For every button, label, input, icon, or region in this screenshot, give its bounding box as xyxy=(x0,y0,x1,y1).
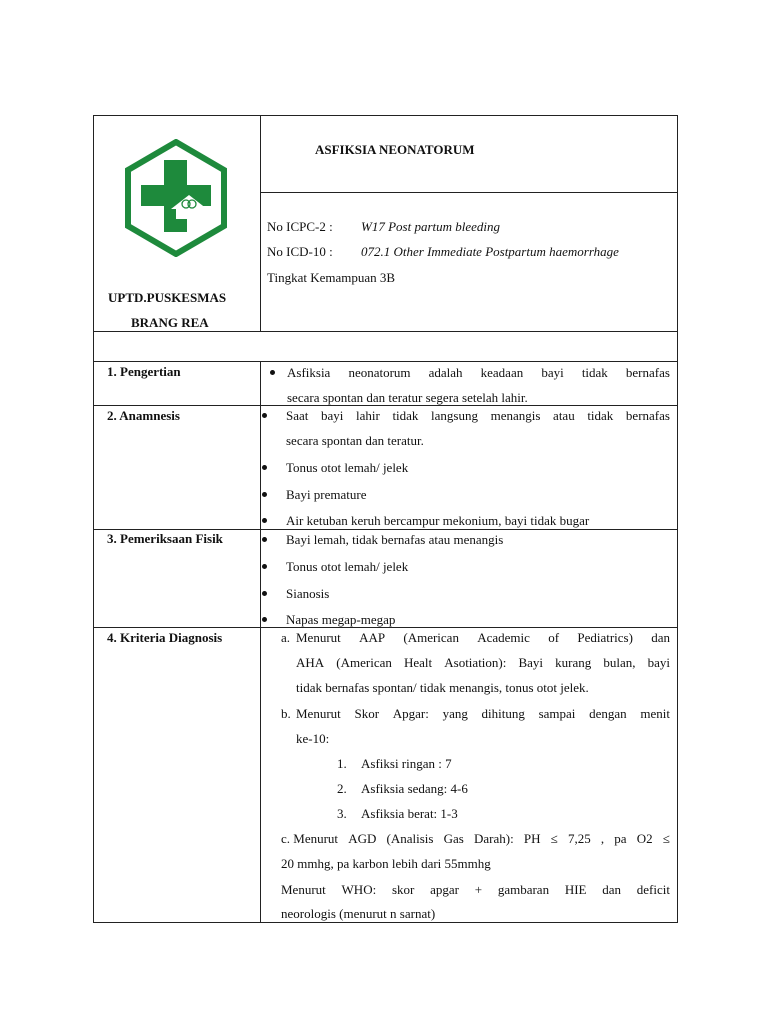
spacer-row-border xyxy=(93,361,678,362)
section-label-kriteria: 4. Kriteria Diagnosis xyxy=(107,630,223,645)
header-column-divider xyxy=(260,115,261,332)
pemeriksaan-item4: Napas megap-megap xyxy=(286,612,396,627)
anamnesis-item1-line2: secara spontan dan teratur. xyxy=(286,433,424,448)
bullet-icon xyxy=(262,492,267,497)
anamnesis-item2: Tonus otot lemah/ jelek xyxy=(286,460,409,475)
icpc-label: No ICPC-2 : xyxy=(267,219,333,234)
row-border-3 xyxy=(93,529,678,530)
bullet-icon xyxy=(262,591,267,596)
table-border-top xyxy=(93,115,678,116)
anamnesis-item3: Bayi premature xyxy=(286,487,367,502)
page-title: ASFIKSIA NEONATORUM xyxy=(315,142,475,157)
capability-level: Tingkat Kemampuan 3B xyxy=(267,270,396,285)
apgar-sub-number-2: 2. xyxy=(337,781,347,796)
puskesmas-logo-icon xyxy=(124,139,228,257)
list-marker-a: a. xyxy=(281,630,291,645)
section-label-anamnesis: 2. Anamnesis xyxy=(107,408,180,423)
body-column-divider xyxy=(260,361,261,923)
header-bottom-border xyxy=(93,331,678,332)
kriteria-who-line1: Menurut WHO: skor apgar + gambaran HIE dan deficit xyxy=(281,882,670,897)
bullet-icon xyxy=(262,617,267,622)
header-divider xyxy=(261,192,678,193)
kriteria-a-line1: Menurut AAP (American Academic of Pediatrics) dan xyxy=(296,630,670,645)
anamnesis-item1-line1: Saat bayi lahir tidak langsung menangis atau tidak bernafas xyxy=(286,408,670,423)
icd-label: No ICD-10 : xyxy=(267,244,333,259)
kriteria-b-line1: Menurut Skor Apgar: yang dihitung sampai dengan menit xyxy=(296,706,670,721)
apgar-sub-item-3: Asfiksia berat: 1-3 xyxy=(361,806,458,821)
kriteria-b-line2: ke-10: xyxy=(296,731,330,746)
pemeriksaan-item1: Bayi lemah, tidak bernafas atau menangis xyxy=(286,532,504,547)
bullet-icon xyxy=(270,370,275,375)
pemeriksaan-item3: Sianosis xyxy=(286,586,330,601)
apgar-sub-item-2: Asfiksia sedang: 4-6 xyxy=(361,781,468,796)
anamnesis-item4: Air ketuban keruh bercampur mekonium, bayi tidak bugar xyxy=(286,513,590,528)
icpc-value: W17 Post partum bleeding xyxy=(361,219,501,234)
list-marker-b: b. xyxy=(281,706,291,721)
pengertian-line1: Asfiksia neonatorum adalah keadaan bayi tidak bernafas xyxy=(287,365,670,380)
section-label-pengertian: 1. Pengertian xyxy=(107,364,181,379)
icd-value: 072.1 Other Immediate Postpartum haemorrhage xyxy=(361,244,619,259)
kriteria-c-line1: c. Menurut AGD (Analisis Gas Darah): PH ≤ 7,25 , pa O2 ≤ xyxy=(281,831,670,846)
apgar-sub-item-1: Asfiksi ringan : 7 xyxy=(361,756,452,771)
section-label-pemeriksaan: 3. Pemeriksaan Fisik xyxy=(107,531,223,546)
bullet-icon xyxy=(262,518,267,523)
bullet-icon xyxy=(262,537,267,542)
apgar-sub-number-3: 3. xyxy=(337,806,347,821)
table-border-left xyxy=(93,115,94,923)
pemeriksaan-item2: Tonus otot lemah/ jelek xyxy=(286,559,409,574)
kriteria-a-line3: tidak bernafas spontan/ tidak menangis, tonus otot jelek. xyxy=(296,680,589,695)
bullet-icon xyxy=(262,564,267,569)
apgar-sub-number-1: 1. xyxy=(337,756,347,771)
bullet-icon xyxy=(262,465,267,470)
org-name-line1: UPTD.PUSKESMAS xyxy=(108,290,227,305)
table-border-right xyxy=(677,115,678,923)
bullet-icon xyxy=(262,413,267,418)
kriteria-who-line2: neorologis (menurut n sarnat) xyxy=(281,906,436,921)
org-name-line2: BRANG REA xyxy=(131,315,209,330)
row-border-2 xyxy=(93,405,678,406)
kriteria-c-line2: 20 mmhg, pa karbon lebih dari 55mmhg xyxy=(281,856,491,871)
pengertian-line2: secara spontan dan teratur segera setelah lahir. xyxy=(287,390,528,405)
kriteria-a-line2: AHA (American Healt Asotiation): Bayi kurang bulan, bayi xyxy=(296,655,670,670)
row-border-4 xyxy=(93,627,678,628)
table-border-bottom xyxy=(93,922,678,923)
